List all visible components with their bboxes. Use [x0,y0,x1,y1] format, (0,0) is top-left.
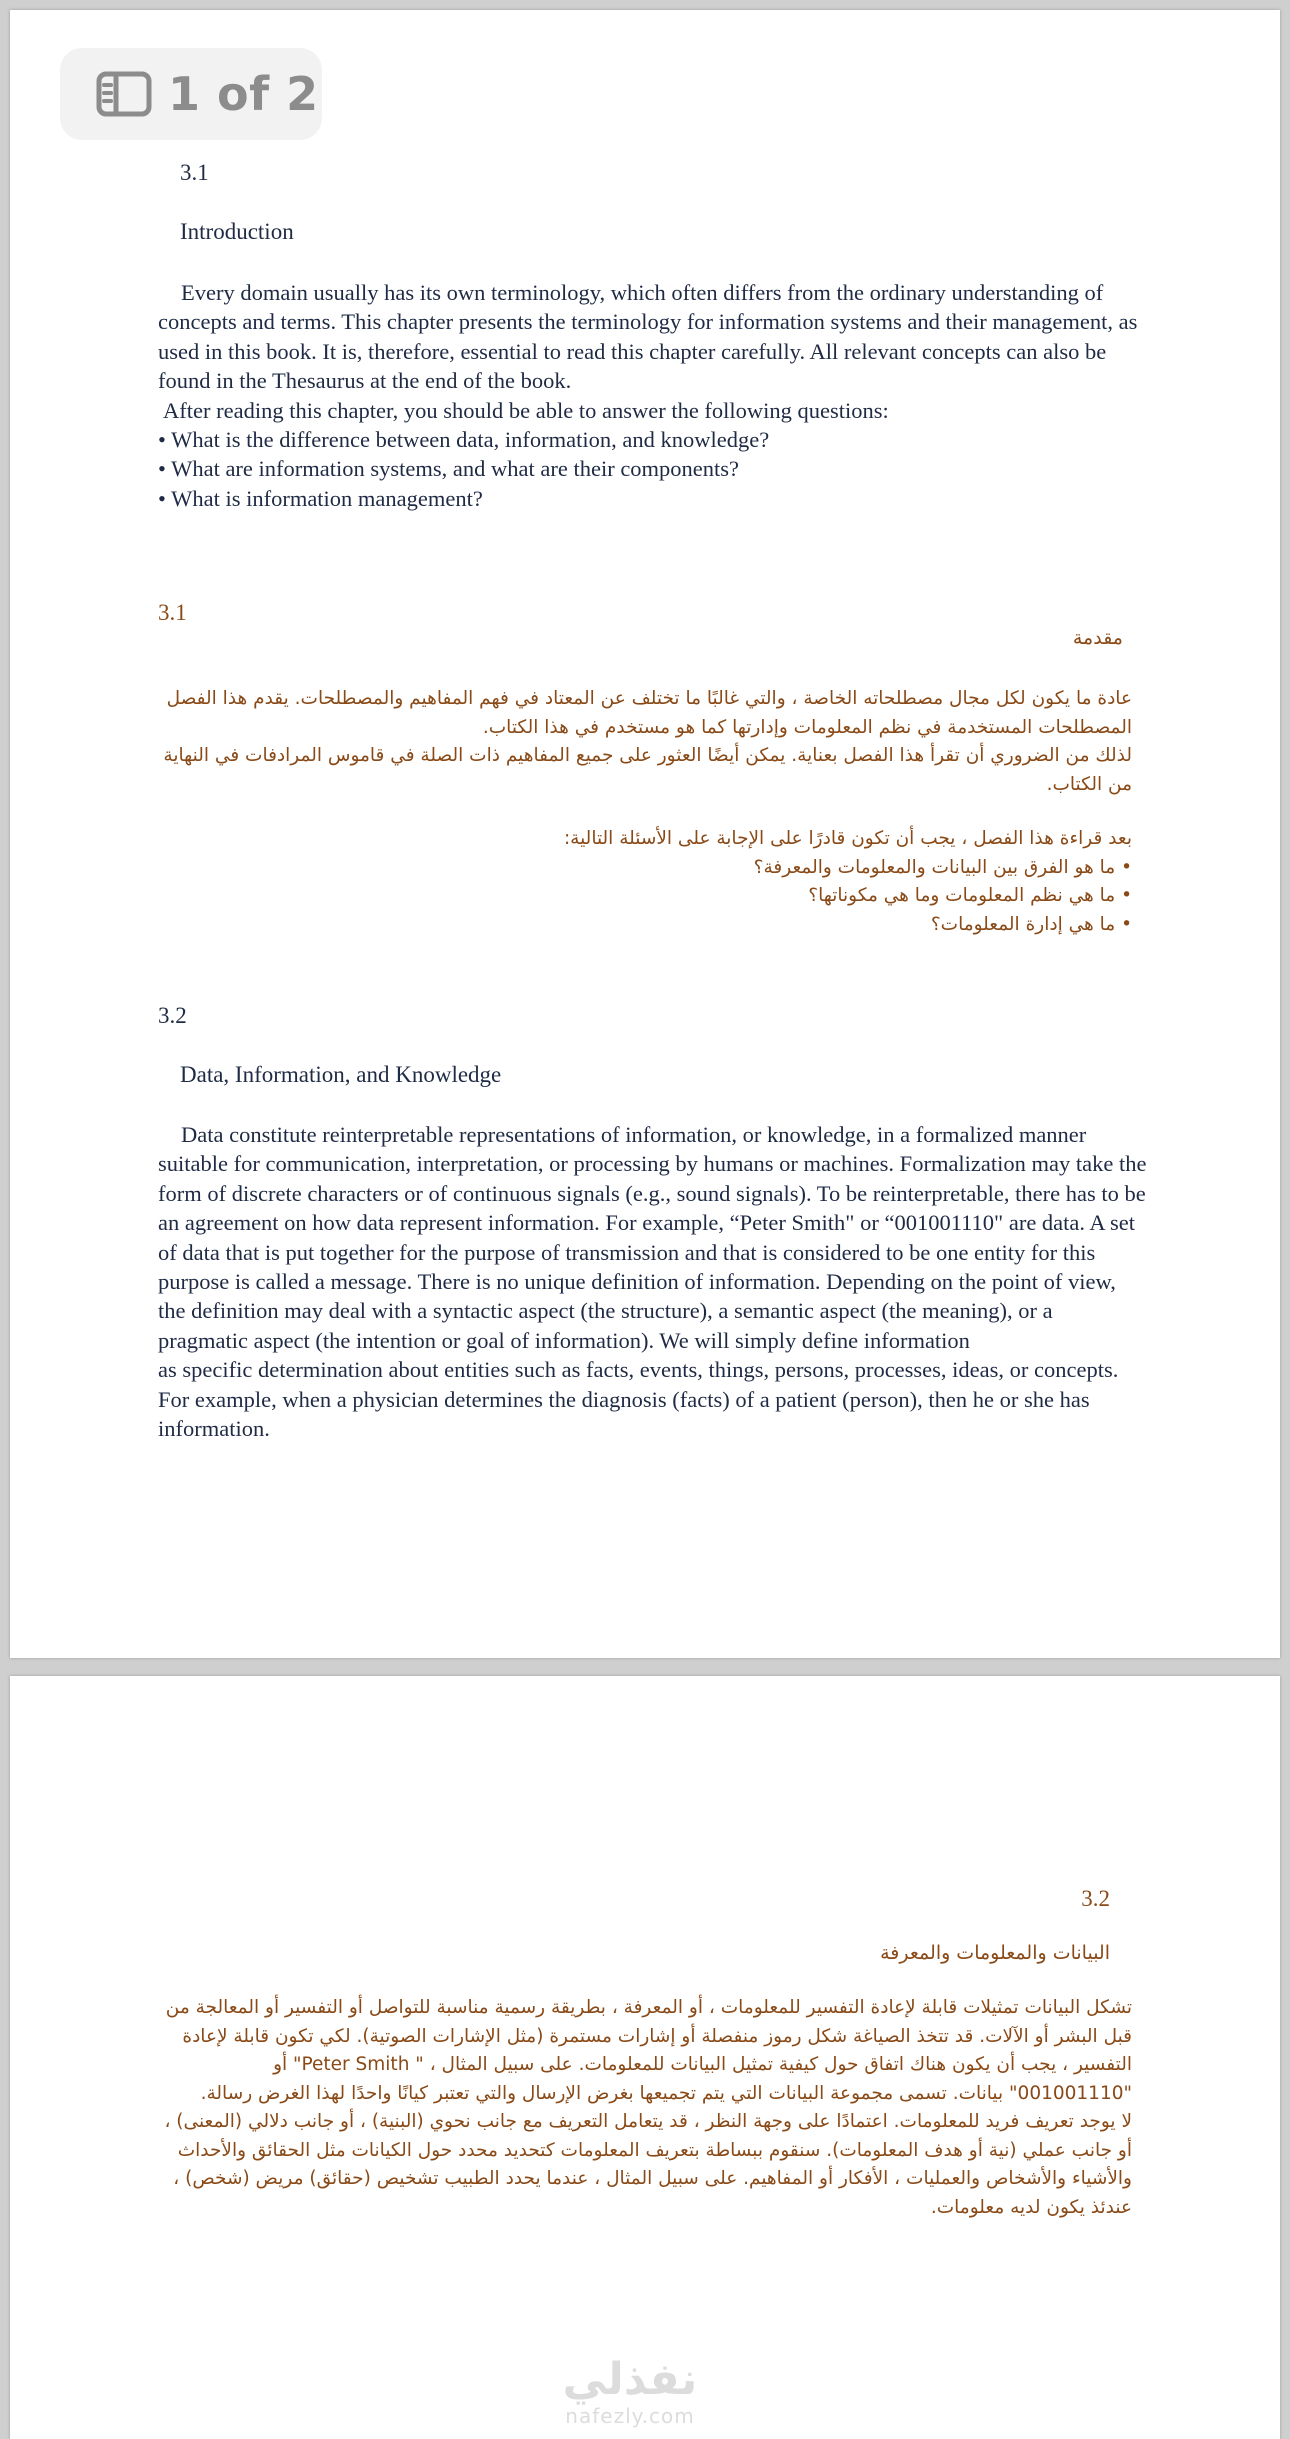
list-item: • ما هي نظم المعلومات وما هي مكوناتها؟ [808,885,1132,906]
en-section-title: Introduction [180,219,294,244]
list-item: • What is information management? [158,485,483,511]
en-questions-lead: After reading this chapter, you should be able to answer the following questions: [163,397,889,423]
sidebar-icon [96,71,152,117]
ar-questions-lead: بعد قراءة هذا الفصل ، يجب أن تكون قادرًا على الإجابة على الأسئلة التالية: [563,828,1132,849]
en-data-paragraph: Data constitute reinterpretable representations of information, or knowledge, in a formalized manner suitable for communication, interpretation, or processing by humans or machines. Formalization may take the form of discrete characters or of continuous signals (e.g., sound signals). To be reinterpretable, there has to be an agreement on how data represent information. For example, “Peter Smith" or “001001110" are data. A set of data that is put together for the purpose of transmission and that is considered to be one entity for this purpose is called a message. There is no unique definition of information. Depending on the point of view, the definition may deal with a syntactic aspect (the structure), a semantic aspect (the meaning), or a pragmatic aspect (the intention or goal of information). We will simply define information [158,1122,1147,1353]
ar-intro-block [147,685,1132,799]
ar-data-block [147,1994,1132,2222]
en-section2-title: Data, Information, and Knowledge [180,1062,502,1087]
ar-section-number: 3.1 [158,600,187,625]
list-item: • What is the difference between data, information, and knowledge? [158,427,770,453]
watermark-logo [530,2356,730,2428]
ar-questions-block [147,825,1132,939]
ar-data-paragraph-2: لا يوجد تعريف فريد للمعلومات. اعتمادًا على وجهة النظر ، قد يتعامل التعريف مع جانب نحوي (البنية) ، أو جانب دلالي (المعنى) ، أو جانب عملي (نية أو هدف المعلومات). سنقوم ببساطة بتعريف المعلومات كتحديد محدد حول الكيانات مثل الحقائق والأحداث والأشياء والأشخاص والعمليات ، الأفكار أو المفاهيم. على سبيل المثال ، عندما يحدد الطبيب تشخيص (حقائق) مريض (شخص) ، عندئذ يكون لديه معلومات. [164,2111,1132,2218]
list-item: • ما هي إدارة المعلومات؟ [930,913,1132,935]
en-data-paragraph-2: as specific determination about entities such as facts, events, things, persons, processes, ideas, or concepts. For example, when a physician determines the diagnosis (facts) of a patient (person), then he or she has information. [158,1357,1119,1442]
ar-intro-paragraph: عادة ما يكون لكل مجال مصطلحاته الخاصة ، والتي غالبًا ما تختلف عن المعتاد في فهم المفاهيم والمصطلحات. يقدم هذا الفصل المصطلحات المستخدمة في نظم المعلومات وإدارتها كما هو مستخدم في هذا الكتاب. [166,688,1132,738]
en-questions-list [158,425,1148,513]
watermark-arabic: نفذلي [562,2354,698,2405]
document-page-1 [10,10,1280,1658]
list-item: • What are information systems, and what are their components? [158,456,740,482]
list-item: • ما هو الفرق بين البيانات والمعلومات والمعرفة؟ [753,856,1132,878]
watermark-url: nafezly.com [565,2404,695,2428]
page-indicator-label: 1 of 2 [168,67,319,121]
ar-questions-list [147,854,1132,940]
document-page-2 [10,1676,1280,2439]
en-section-number: 3.1 [180,160,209,185]
en-section2-number: 3.2 [158,1003,187,1028]
en-data-block [158,1120,1148,1443]
ar-data-paragraph: تشكل البيانات تمثيلات قابلة لإعادة التفسير للمعلومات ، أو المعرفة ، بطريقة رسمية مناسبة للتواصل أو التفسير أو المعالجة من قبل البشر أو الآلات. قد تتخذ الصياغة شكل رموز منفصلة أو إشارات مستمرة (مثل الإشارات الصوتية). لكي تكون قابلة لإعادة التفسير ، يجب أن يكون هناك اتفاق حول كيفية تمثيل البيانات للمعلومات. على سبيل المثال ، " Peter Smith" أو "001001110" بيانات. تسمى مجموعة البيانات التي يتم تجميعها بغرض الإرسال والتي تعتبر كيانًا واحدًا لهذا الغرض رسالة. [165,1997,1132,2104]
en-intro-paragraph: Every domain usually has its own terminology, which often differs from the ordinary understanding of concepts and terms. This chapter presents the terminology for information systems and their management, as used in this book. It is, therefore, essential to read this chapter carefully. All relevant concepts can also be found in the Thesaurus at the end of the book. [158,280,1138,394]
ar-section2-number: 3.2 [1081,1886,1110,1911]
ar-section2-title: البيانات والمعلومات والمعرفة [880,1942,1110,1964]
ar-section-title: مقدمة [1072,627,1123,649]
page-indicator[interactable] [60,48,322,140]
en-intro-block [158,278,1148,513]
ar-intro-paragraph-2: لذلك من الضروري أن تقرأ هذا الفصل بعناية. يمكن أيضًا العثور على جميع المفاهيم ذات الصلة في قاموس المرادفات في النهاية من الكتاب. [163,745,1132,795]
